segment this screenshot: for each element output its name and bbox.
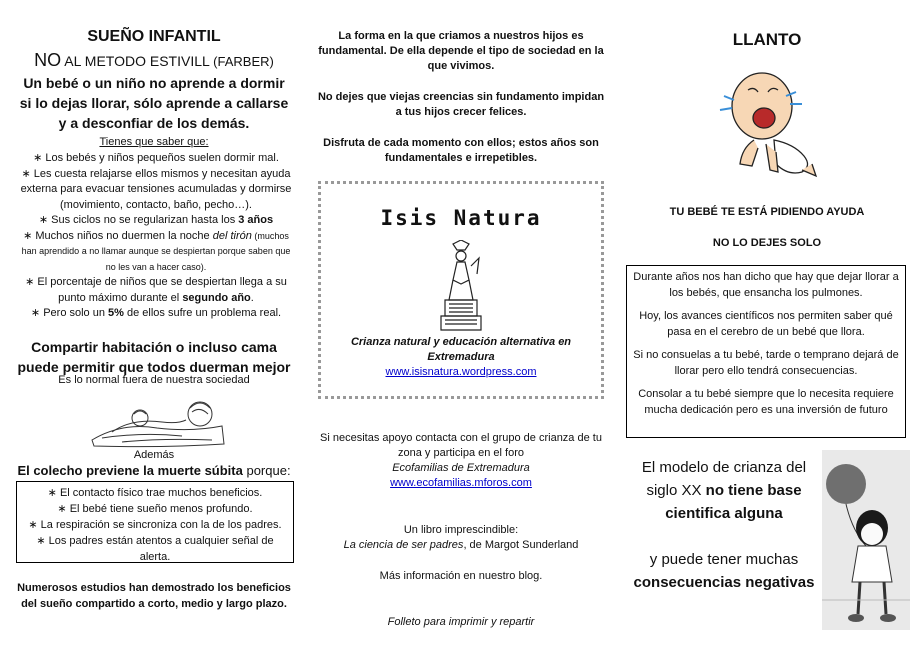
beliefs-paragraph: No dejes que viejas creencias sin fundamento impidan a tus hijos crecer felices. <box>317 91 605 118</box>
blog-note: Más información en nuestro blog. <box>379 570 543 582</box>
info-paragraph: Consolar a tu bebé siempre que lo necesita requiere mucha dedicación pero es una inversión de futuro <box>638 388 894 416</box>
boy-with-balloon-illustration <box>822 450 910 630</box>
colecho-rest: porque: <box>242 463 291 478</box>
studies-paragraph: Numerosos estudios han demostrado los beneficios del sueño compartido a corto, medio y largo plazo. <box>17 582 291 610</box>
fact-item: ∗ Los bebés y niños pequeños suelen dormir mal. <box>33 152 279 164</box>
isisnatura-link[interactable]: www.isisnatura.wordpress.com <box>385 366 537 378</box>
subtitle-no: NO <box>34 50 62 70</box>
book-author: , de Margot Sunderland <box>463 539 579 551</box>
fact-emphasis: 5% <box>108 307 124 319</box>
crying-baby-illustration <box>712 60 832 185</box>
fact-emphasis: 3 años <box>238 214 274 226</box>
lead-paragraph: Un bebé o un niño no aprende a dormir si lo dejas llorar, sólo aprende a callarse y a desconfiar de los demás. <box>19 75 289 131</box>
model-statement <box>628 456 820 525</box>
model-emphasis: no tiene base cientifica alguna <box>665 482 802 522</box>
ademas-label: Además <box>133 449 175 461</box>
book-intro: Un libro imprescindible: <box>403 524 519 536</box>
reason-item: ∗ Los padres están atentos a cualquier señal de alerta. <box>36 535 274 563</box>
enjoy-paragraph: Disfruta de cada momento con ellos; estos años son fundamentales e irrepetibles. <box>323 137 599 164</box>
fact-text: ∗ Sus ciclos no se regularizan hasta los <box>38 214 239 226</box>
fact-text: ∗ Muchos niños no duermen la noche <box>23 229 213 242</box>
book-line <box>316 538 606 553</box>
fact-text: ∗ Pero solo un <box>30 307 109 319</box>
caption-help: TU BEBÉ TE ESTÁ PIDIENDO AYUDA <box>669 206 865 218</box>
colecho-heading <box>12 463 296 478</box>
isis-natura-logo: Isis Natura <box>380 206 542 230</box>
forum-name: Ecofamilias de Extremadura <box>392 462 530 474</box>
fact-item: ∗ Les cuesta relajarse ellos mismos y necesitan ayuda externa para evacuar tensiones acumuladas y dormirse (movimiento, contacto, baño, pecho…). <box>20 167 292 211</box>
fact-emphasis: del tirón <box>212 229 252 242</box>
caption-not-alone: NO LO DEJES SOLO <box>712 237 822 249</box>
colecho-reasons-box <box>16 481 294 563</box>
fact-text: . <box>250 291 254 304</box>
share-heading: Compartir habitación o incluso cama puede permitir que todos duerman mejor <box>17 339 291 375</box>
colecho-bold: El colecho previene la muerte súbita <box>17 463 243 478</box>
subtitle-method: AL METODO ESTIVILL <box>61 53 214 69</box>
subtitle-farber: (FARBER) <box>213 54 274 69</box>
ecofamilias-link[interactable]: www.ecofamilias.mforos.com <box>390 477 532 489</box>
llanto-info-box <box>626 265 906 438</box>
intro-paragraph: La forma en la que criamos a nuestros hijos es fundamental. De ella depende el tipo de sociedad en la que vivimos. <box>318 30 604 72</box>
fact-item <box>18 213 294 229</box>
fact-item <box>18 306 294 322</box>
panel-caption: Crianza natural y educación alternativa en Extremadura <box>350 336 572 363</box>
info-paragraph: Si no consuelas a tu bebé, tarde o temprano dejará de llorar pero ello tendrá consecuencias. <box>633 349 899 377</box>
normal-note: Es lo normal fuera de nuestra sociedad <box>58 374 250 386</box>
consequences-text: y puede tener muchas <box>649 551 799 568</box>
subtitle <box>12 50 296 71</box>
reason-item: ∗ La respiración se sincroniza con la de los padres. <box>28 519 282 531</box>
cosleeping-illustration <box>82 392 232 450</box>
fact-item <box>18 229 294 276</box>
section-title: SUEÑO INFANTIL <box>87 28 221 45</box>
section-title: LLANTO <box>732 30 802 49</box>
fact-item <box>18 275 294 306</box>
facts-list <box>18 151 294 322</box>
consequences-emphasis: consecuencias negativas <box>633 574 815 591</box>
fact-emphasis: segundo año <box>182 291 251 304</box>
model-text: El modelo de crianza del siglo XX <box>641 459 807 499</box>
fact-note: (muchos han aprendido a no llamar aunque se despiertan porque saben que no les van a hacer caso). <box>21 230 291 272</box>
contact-text: Si necesitas apoyo contacta con el grupo de crianza de tu zona y participa en el foro <box>320 432 602 459</box>
book-title: La ciencia de ser padres <box>343 539 464 551</box>
info-paragraph: Durante años nos han dicho que hay que dejar llorar a los bebés, que ensancha los pulmones. <box>633 271 899 299</box>
reason-item: ∗ El bebé tiene sueño menos profundo. <box>57 503 253 515</box>
contact-paragraph <box>316 431 606 491</box>
consequences-statement <box>628 548 820 594</box>
info-paragraph: Hoy, los avances científicos nos permiten saber qué pasa en el cerebro de un bebé que llora. <box>639 310 893 338</box>
isis-statue-icon <box>431 240 491 336</box>
book-paragraph <box>316 523 606 553</box>
reason-item: ∗ El contacto físico trae muchos beneficios. <box>47 487 263 499</box>
know-heading: Tienes que saber que: <box>99 136 209 148</box>
fact-text: de ellos sufre un problema real. <box>123 307 282 319</box>
isis-natura-panel <box>318 181 604 399</box>
footer-note: Folleto para imprimir y repartir <box>387 616 535 628</box>
fact-text: ∗ El porcentaje de niños que se despiertan llega a su punto máximo durante el <box>25 276 287 304</box>
